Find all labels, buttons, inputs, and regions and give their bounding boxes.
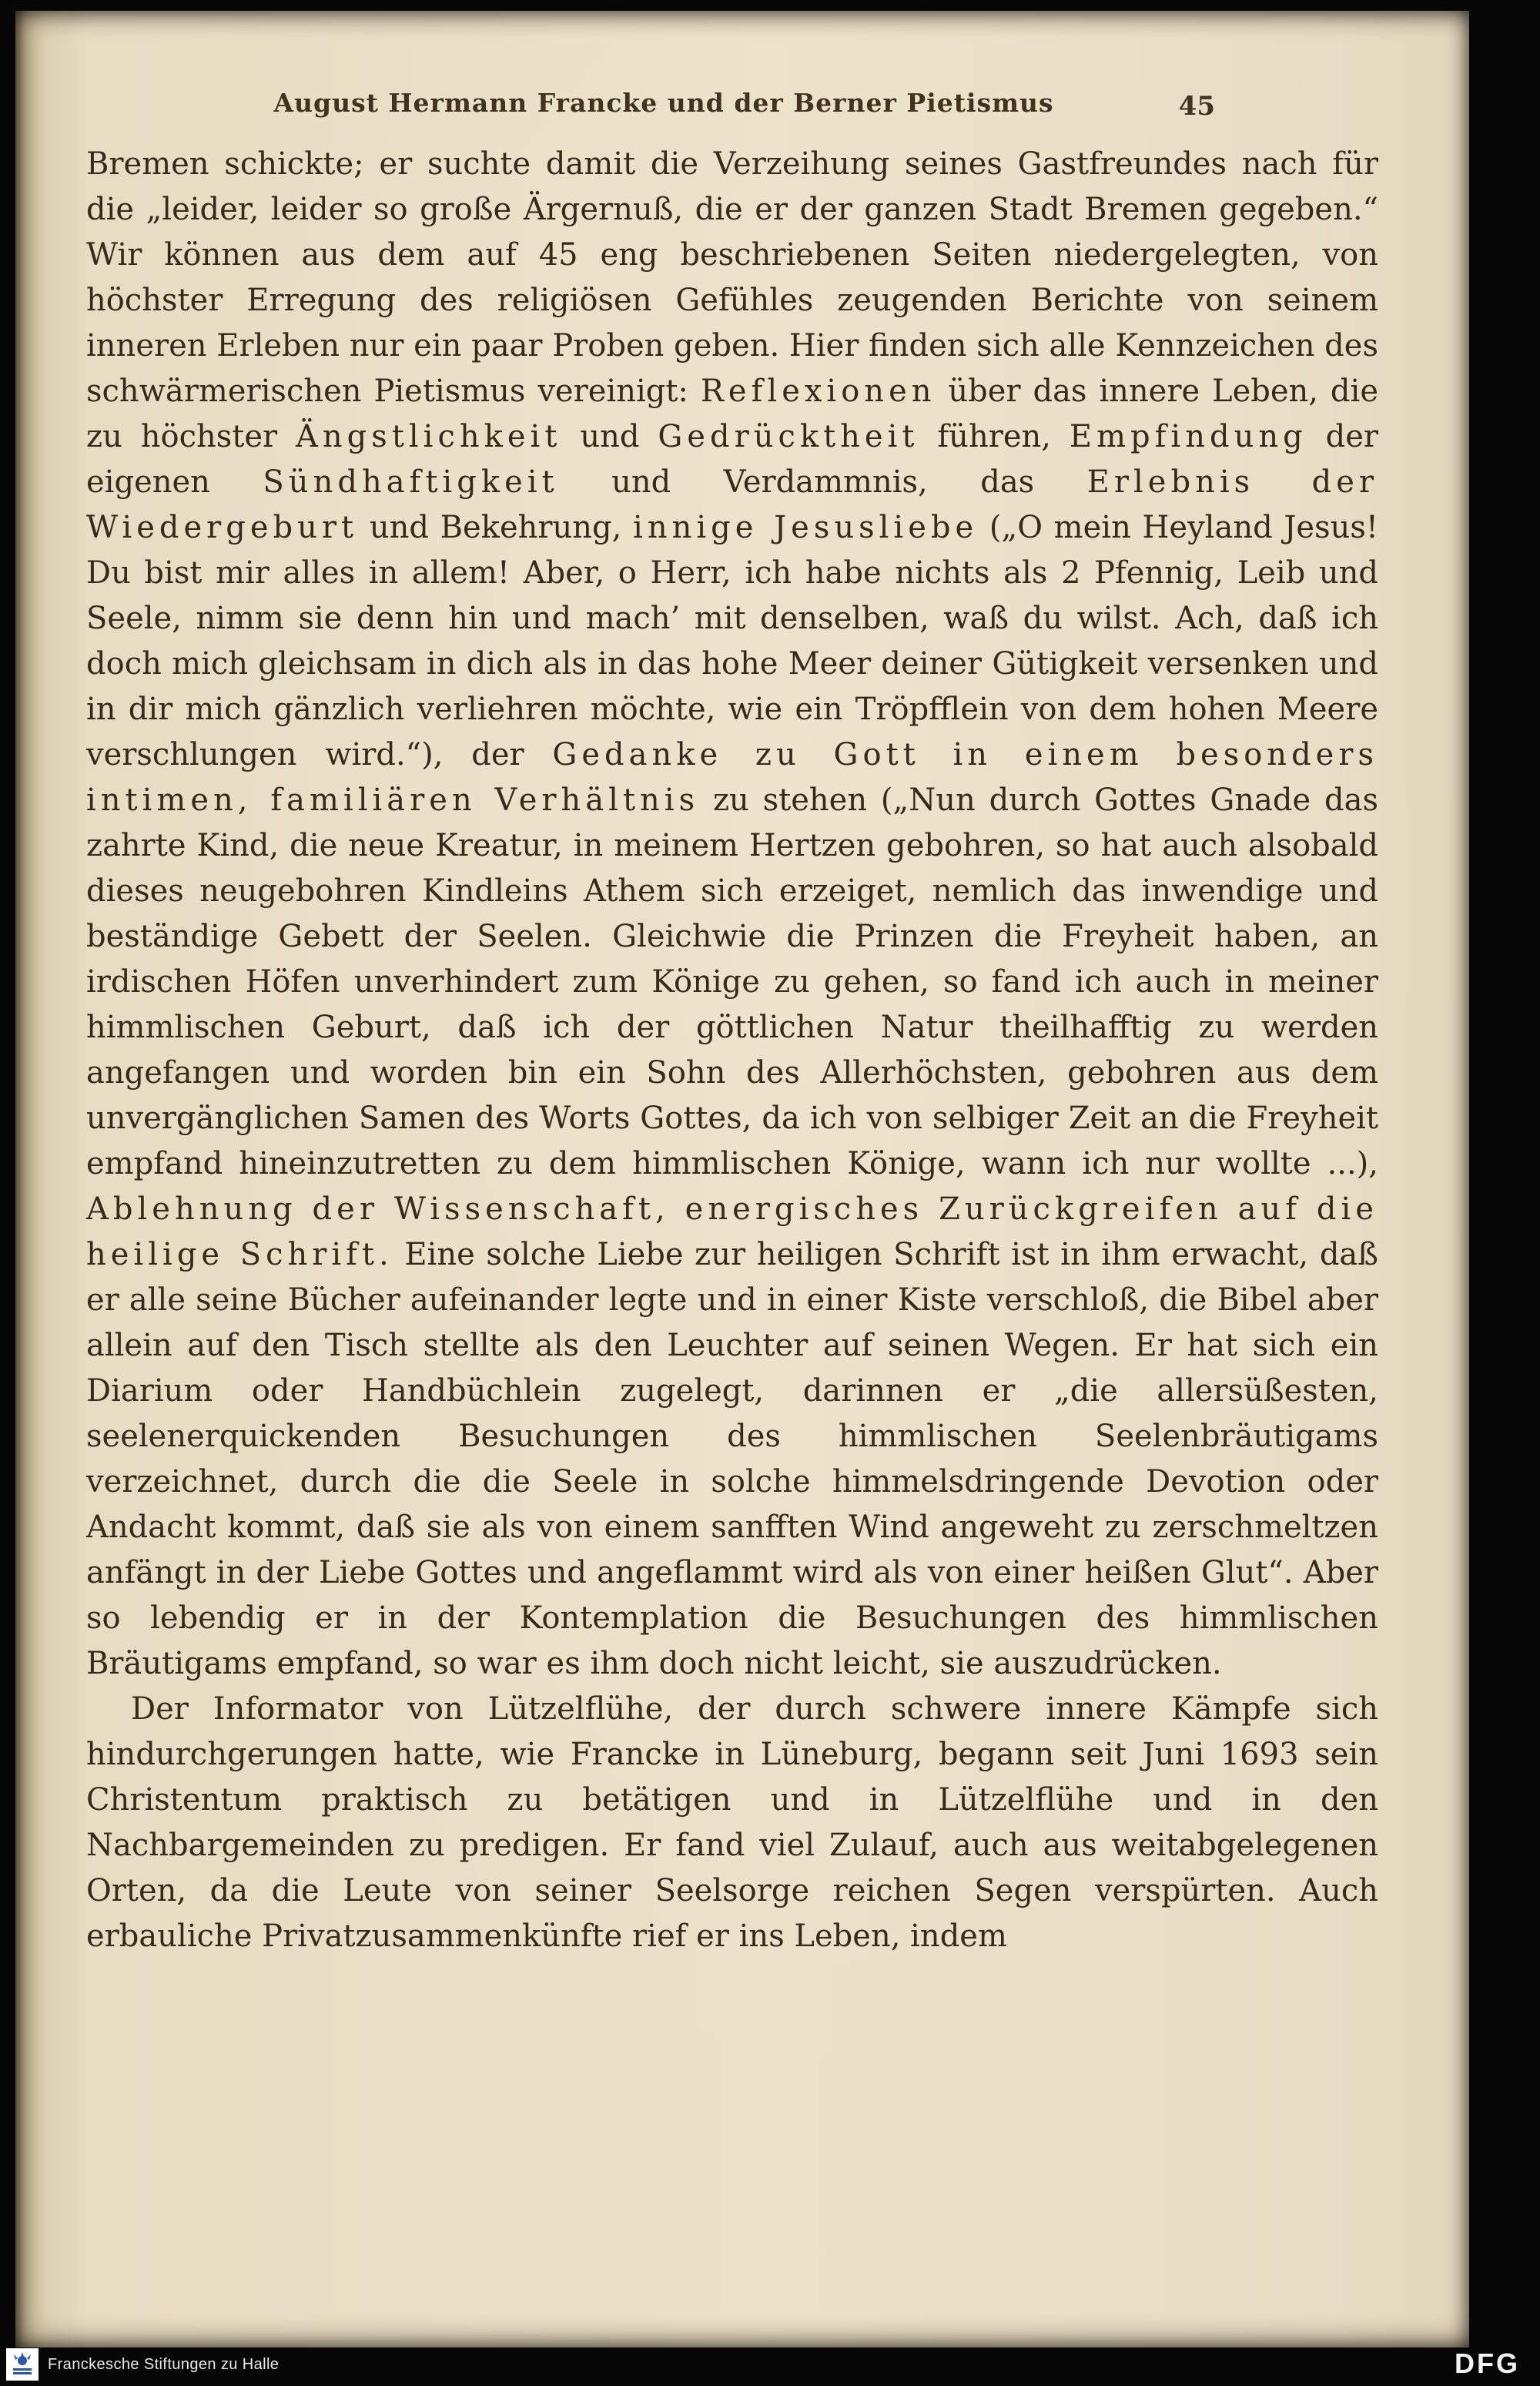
sun-emblem-icon	[9, 2351, 35, 2378]
page-number: 45	[1178, 91, 1215, 122]
footer-left	[6, 2347, 279, 2381]
dfg-logo: DFG	[1455, 2347, 1520, 2379]
text-segment: über das innere Leben, die zu höchster	[86, 374, 1378, 454]
emphasized-text: Reflexionen	[700, 374, 936, 409]
header-title: August Hermann Francke und der Berner Pietismus	[273, 88, 1054, 118]
text-segment: („O mein Heyland Jesus! Du bist mir alles in allem! Aber, o Herr, ich habe nichts als 2 Pfennig, Leib und Seele, nimm sie denn hin und mach’ mit denselben, waß du wilst. Ach, daß ich doch mich gleichsam in dich als in das hohe Meer deiner Gütigkeit versenken und in dir mich gänzlich verliehren möchte, wie ein Tröpfflein von dem hohen Meere verschlungen wird.“), der	[86, 510, 1378, 772]
body-text	[86, 142, 1378, 1959]
text-segment: führen,	[919, 419, 1070, 454]
text-segment: Eine solche Liebe zur heiligen Schrift ist in ihm erwacht, daß er alle seine Bücher aufeinander legte und in einer Kiste verschloß, die Bibel aber allein auf den Tisch stellte als den Leuchter auf seinen Wegen. Er hat sich ein Diarium oder Handbüchlein zugelegt, darinnen er „die allersüßesten, seelenerquickenden Besuchungen des himmlischen Seelenbräutigams verzeichnet, durch die die Seele in solche himmelsdringende Devotion oder Andacht kommt, daß sie als von einem sanfften Wind angeweht zu zerschmeltzen anfängt in der Liebe Gottes und angeflammt wird als von einer heißen Glut“. Aber so lebendig er in der Kontemplation die Besuchungen des himmlischen Bräutigams empfand, so war es ihm doch nicht leicht, sie auszudrücken.	[86, 1237, 1379, 1681]
emphasized-text: Sündhaftigkeit	[263, 464, 559, 500]
text-segment: und Verdammnis, das	[558, 464, 1087, 500]
emphasized-text: Ängstlichkeit	[296, 419, 562, 454]
paragraph	[86, 142, 1378, 1687]
emphasized-text: Ablehnung der Wissenschaft, energisches Zurückgreifen auf die heilige Schrift.	[86, 1191, 1378, 1272]
paragraph	[86, 1687, 1378, 1959]
text-segment: und Bekehrung,	[358, 510, 634, 545]
text-segment: und	[561, 419, 658, 454]
text-segment: Bremen schickte; er suchte damit die Verzeihung seines Gastfreundes nach für die „leider, leider so große Ärgernuß, die er der ganzen Stadt Bremen gegeben.“ Wir können aus dem auf 45 eng beschriebenen Seiten niedergelegten, von höchster Erregung des religiösen Gefühles zeugenden Berichte von seinem inneren Erleben nur ein paar Proben geben. Hier finden sich alle Kennzeichen des schwärmerischen Pietismus vereinigt:	[86, 146, 1378, 409]
emphasized-text: innige Jesusliebe	[633, 510, 979, 545]
text-segment: zu stehen („Nun durch Gottes Gnade das zahrte Kind, die neue Kreatur, in meinem Hertzen gebohren, so hat auch alsobald dieses neugebohren Kindleins Athem sich erzeiget, nemlich das inwendige und beständige Gebett der Seelen. Gleichwie die Prinzen die Freyheit haben, an irdischen Höfen unverhindert zum Könige zu gehen, so fand ich auch in meiner himmlischen Geburt, daß ich der göttlichen Natur theilhafftig zu werden angefangen und worden bin ein Sohn des Allerhöchsten, gebohren aus dem unvergänglichen Samen des Worts Gottes, da ich von selbiger Zeit an die Freyheit empfand hineinzutretten zu dem himmlischen Könige, wann ich nur wollte ...),	[86, 782, 1378, 1181]
emphasized-text: Gedrücktheit	[658, 419, 919, 454]
footer-caption: Franckesche Stiftungen zu Halle	[48, 2355, 280, 2373]
text-segment: Der Informator von Lützelflühe, der durch schwere innere Kämpfe sich hindurchgerungen hatte, wie Francke in Lüneburg, begann seit Juni 1693 sein Christentum praktisch zu betätigen und in Lützelflühe und in den Nachbargemeinden zu predigen. Er fand viel Zulauf, auch aus weitabgelegenen Orten, da die Leute von seiner Seelsorge reichen Segen verspürten. Auch erbauliche Privatzusammenkünfte rief er ins Leben, indem	[86, 1691, 1378, 1954]
scanned-page	[15, 11, 1469, 2347]
text-segment: der eigenen	[86, 419, 1378, 500]
emphasized-text: Gedanke zu Gott in einem besonders intimen, familiären Verhältnis	[86, 737, 1378, 818]
franckesche-stiftungen-logo-icon	[6, 2348, 38, 2381]
running-header	[86, 88, 1241, 126]
emphasized-text: Erlebnis der Wiedergeburt	[86, 464, 1378, 545]
emphasized-text: Empfindung	[1069, 419, 1307, 454]
